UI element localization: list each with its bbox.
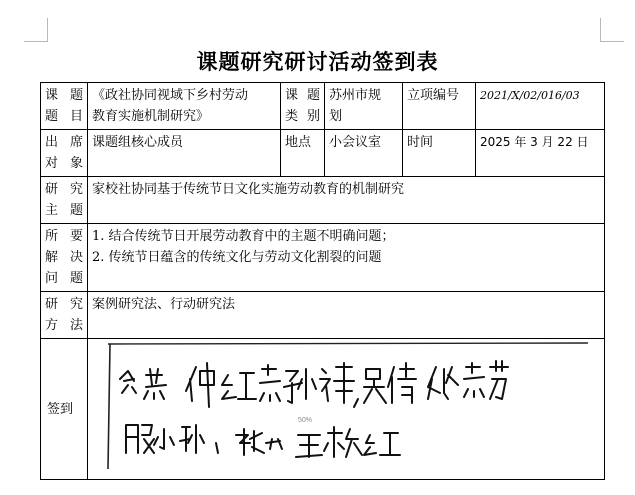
methods-label-line1: 研 究 [45,297,83,312]
scan-left-edge [108,344,110,469]
topic-value [88,83,281,130]
crop-mark-top-left-v [47,18,48,42]
project-no-label: 立项编号 [403,83,476,130]
time-label: 时间 [403,130,476,177]
problem-item-1: 1. 结合传统节日开展劳动教育中的主题不明确问题； [92,229,395,244]
signature-7 [216,429,282,455]
topic-label-line2: 题目 [45,109,83,124]
category-value-line2: 划 [329,109,343,124]
zoom-badge: 50% [298,417,313,424]
signature-3 [284,363,354,403]
crop-mark-top-right-v [600,18,601,42]
theme-label [41,177,88,224]
row-theme [41,177,605,224]
category-value-line1: 苏州市规 [329,88,382,103]
methods-value: 案例研究法、行动研究法 [88,292,605,339]
crop-mark-top-right-h [600,41,624,42]
time-value: 2025 年 3 月 22 日 [476,130,605,177]
methods-label-line2: 方法 [45,318,83,333]
problems-label-line3: 问题 [45,271,83,286]
signin-label: 签到 [41,339,88,480]
signature-6 [126,425,204,453]
category-label-line1: 课 题 [285,88,320,103]
signature-5 [428,361,508,399]
theme-label-line2: 主题 [45,203,83,218]
signature-separator-dot [354,399,358,407]
signin-form-table [40,82,605,480]
row-problems [41,224,605,292]
signature-2 [186,363,280,407]
signature-1 [120,369,166,399]
topic-label-line1: 课 题 [45,88,83,103]
attendees-label-line1: 出 席 [45,135,83,150]
topic-value-line1: 《政社协同视域下乡村劳动 [92,88,249,103]
problem-item-2: 2. 传统节日蕴含的传统文化与劳动文化割裂的问题 [92,250,382,265]
scan-top-edge [108,343,588,344]
theme-label-line1: 研 究 [45,182,83,197]
signature-area [88,339,605,480]
attendees-label [41,130,88,177]
page-title: 课题研究研讨活动签到表 [196,50,439,74]
category-value [325,83,403,130]
attendees-label-line2: 对象 [45,156,83,171]
problems-label [41,224,88,292]
signature-8 [296,427,400,457]
problems-value [88,224,605,292]
signature-4 [364,363,416,403]
crop-mark-top-left-h [24,41,48,42]
topic-value-line2: 教育实施机制研究》 [92,109,210,124]
handwritten-signatures-image [88,339,604,480]
topic-label [41,83,88,130]
category-label-line2: 类别 [285,109,320,124]
project-no-value: 2021/X/02/016/03 [476,83,605,130]
attendees-value: 课题组核心成员 [88,130,281,177]
row-topic [41,83,605,130]
row-signin [41,339,605,480]
methods-label [41,292,88,339]
category-label [281,83,325,130]
location-label: 地点 [281,130,325,177]
row-methods [41,292,605,339]
problems-label-line1: 所 要 [45,229,83,244]
problems-label-line2: 解 决 [45,250,83,265]
location-value: 小会议室 [325,130,403,177]
theme-value: 家校社协同基于传统节日文化实施劳动教育的机制研究 [88,177,605,224]
row-attendees [41,130,605,177]
